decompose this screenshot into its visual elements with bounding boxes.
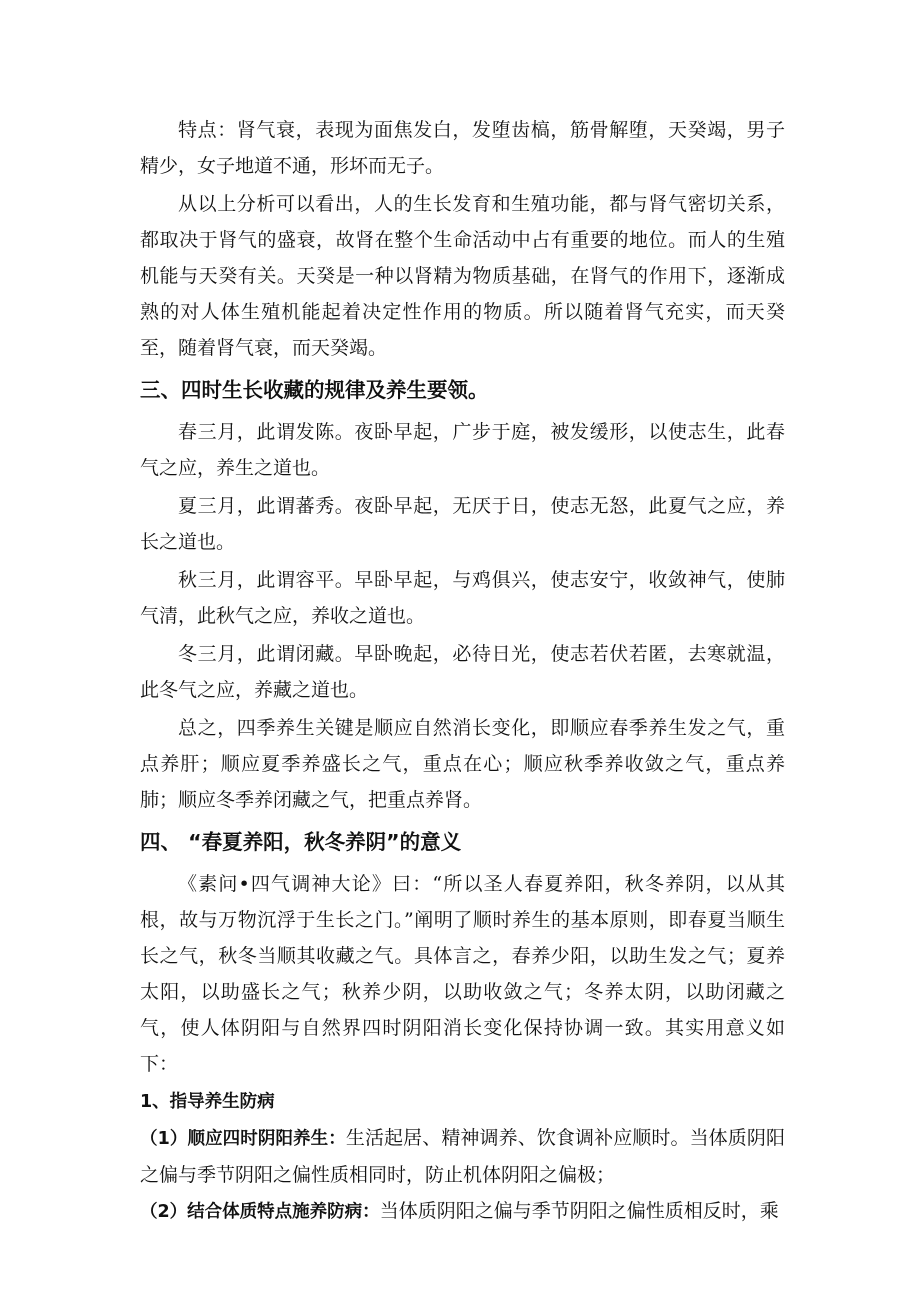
paragraph-summary: 总之，四季养生关键是顺应自然消长变化，即顺应春季养生发之气，重点养肝；顺应夏季养盛长之气，重点在心；顺应秋季养收敛之气，重点养肺；顺应冬季养闭藏之气，把重点养肾。	[140, 717, 785, 811]
paragraph-summer: 夏三月，此谓蕃秀。夜卧早起，无厌于日，使志无怒，此夏气之应，养长之道也。	[140, 495, 785, 553]
item-label: （2）结合体质特点施养防病：	[140, 1202, 380, 1222]
paragraph-winter: 冬三月，此谓闭藏。早卧晚起，必待日光，使志若伏若匿，去寒就温，此冬气之应，养藏之道也。	[140, 643, 785, 701]
section-heading-4: 四、 “春夏养阳，秋冬养阴”的意义	[140, 830, 462, 854]
sub-heading-guidance: 1、指导养生防病	[140, 1092, 275, 1112]
paragraph-suwen-quote: 《素问•四气调神大论》曰：“所以圣人春夏养阳，秋冬养阴，以从其根，故与万物沉浮于生长之门。”阐明了顺时养生的基本原则，即春夏当顺生长之气，秋冬当顺其收藏之气。具体言之，春养少阳，以助生发之气；夏养太阳，以助盛长之气；秋养少阴，以助收敛之气；冬养太阴，以助闭藏之气，使人体阴阳与自然界四时阴阳消长变化保持协调一致。其实用意义如下：	[140, 873, 785, 1075]
paragraph-characteristics: 特点：肾气衰，表现为面焦发白，发堕齿槁，筋骨解堕，天癸竭，男子精少，女子地道不通，形坏而无子。	[140, 119, 785, 177]
paragraph-autumn: 秋三月，此谓容平。早卧早起，与鸡俱兴，使志安宁，收敛神气，使肺气清，此秋气之应，养收之道也。	[140, 569, 785, 627]
item-text: 生活起居、精神调养、饮食调补应顺时。当体质阴阳之偏与季节阴阳之偏性质相同时，防止机体阴阳之偏极；	[140, 1127, 785, 1186]
list-item	[140, 1193, 785, 1230]
item-label: （1）顺应四时阴阳养生：	[140, 1129, 346, 1149]
section-heading-3: 三、四时生长收藏的规律及养生要领。	[140, 378, 489, 402]
list-item	[140, 1120, 785, 1193]
item-text: 当体质阴阳之偏与季节阴阳之偏性质相反时，乘	[379, 1200, 779, 1222]
document-page	[140, 112, 785, 1230]
paragraph-spring: 春三月，此谓发陈。夜卧早起，广步于庭，被发缓形，以使志生，此春气之应，养生之道也。	[140, 421, 785, 479]
paragraph-analysis: 从以上分析可以看出，人的生长发育和生殖功能，都与肾气密切关系，都取决于肾气的盛衰，故肾在整个生命活动中占有重要的地位。而人的生殖机能与天癸有关。天癸是一种以肾精为物质基础，在肾气的作用下，逐渐成熟的对人体生殖机能起着决定性作用的物质。所以随着肾气充实，而天癸至，随着肾气衰，而天癸竭。	[140, 193, 785, 359]
